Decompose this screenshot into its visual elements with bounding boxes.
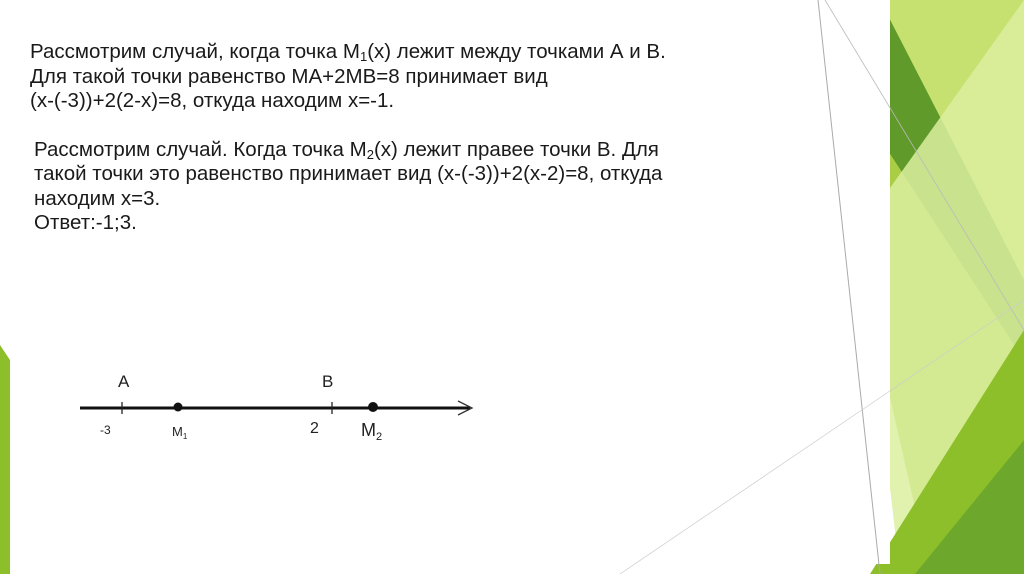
para2-line1-text: Рассмотрим случай. Когда точка М	[34, 137, 367, 161]
tick-label-2: 2	[310, 420, 319, 437]
answer-text: Ответ:-1;3.	[34, 211, 137, 234]
point-m1	[174, 403, 183, 412]
point-label-m1: $M_1$	[172, 424, 188, 441]
para1-line1-text: Рассмотрим случай, когда точка М	[30, 40, 360, 63]
point-label-m2: $M_2$	[361, 420, 383, 443]
para2-line2-text: такой точки это равенство принимает вид (х-(-3))+2(х-2)=8, откуда	[34, 162, 663, 185]
para1-line2-text: Для такой точки равенство МА+2МВ=8 принимает вид	[30, 64, 548, 88]
para2-line1-text-end: (х) лежит правее точки В. Для	[373, 137, 659, 161]
point-m2	[368, 402, 378, 412]
para1-line1-text-end: (х) лежит между точками А и В.	[367, 40, 666, 63]
para1-line3-text: (х-(-3))+2(2-х)=8, откуда находим х=-1.	[30, 89, 395, 112]
para2-line3-text: находим х=3.	[34, 186, 161, 210]
label-a: A	[118, 372, 130, 391]
tick-label-minus-3: -3	[100, 423, 111, 437]
para1-subscript: 1	[359, 49, 368, 64]
label-b: B	[322, 372, 334, 391]
para2-subscript: 2	[366, 146, 374, 162]
